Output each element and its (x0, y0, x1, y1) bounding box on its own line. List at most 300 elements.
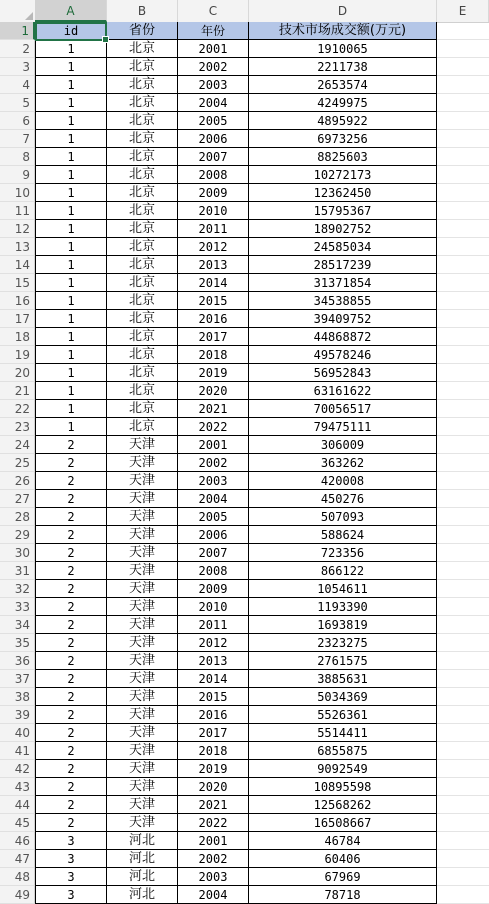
row-number[interactable]: 30 (0, 544, 35, 562)
cell-amount[interactable]: 866122 (249, 562, 437, 580)
cell-amount[interactable]: 24585034 (249, 238, 437, 256)
cell-id[interactable]: 1 (35, 40, 107, 58)
cell-amount[interactable]: 67969 (249, 868, 437, 886)
cell-empty[interactable] (437, 796, 489, 814)
cell-year[interactable]: 2006 (178, 526, 249, 544)
cell-amount[interactable]: 46784 (249, 832, 437, 850)
cell-id[interactable]: 1 (35, 112, 107, 130)
cell-empty[interactable] (437, 508, 489, 526)
cell-empty[interactable] (437, 184, 489, 202)
cell-province[interactable]: 北京 (107, 202, 178, 220)
cell-id[interactable]: 2 (35, 742, 107, 760)
cell-province[interactable]: 北京 (107, 40, 178, 58)
cell-empty[interactable] (437, 562, 489, 580)
cell-id[interactable]: 2 (35, 472, 107, 490)
cell-empty[interactable] (437, 670, 489, 688)
row-number[interactable]: 25 (0, 454, 35, 472)
cell-province[interactable]: 天津 (107, 688, 178, 706)
cell-year[interactable]: 2005 (178, 508, 249, 526)
cell-empty[interactable] (437, 886, 489, 904)
row-number[interactable]: 15 (0, 274, 35, 292)
cell-year[interactable]: 2020 (178, 778, 249, 796)
cell-year[interactable]: 2012 (178, 238, 249, 256)
cell-province[interactable]: 天津 (107, 454, 178, 472)
cell-province[interactable]: 天津 (107, 742, 178, 760)
cell-amount[interactable]: 9092549 (249, 760, 437, 778)
cell-province[interactable]: 河北 (107, 868, 178, 886)
cell-province[interactable]: 天津 (107, 562, 178, 580)
cell-year[interactable]: 2002 (178, 850, 249, 868)
cell-amount[interactable]: 5034369 (249, 688, 437, 706)
cell-id[interactable]: 2 (35, 454, 107, 472)
cell-id[interactable]: 3 (35, 886, 107, 904)
cell-empty[interactable] (437, 850, 489, 868)
cell-id[interactable]: 2 (35, 598, 107, 616)
cell-province[interactable]: 北京 (107, 130, 178, 148)
row-number[interactable]: 38 (0, 688, 35, 706)
cell-amount[interactable]: 49578246 (249, 346, 437, 364)
cell-id[interactable]: 1 (35, 130, 107, 148)
cell-id[interactable]: 2 (35, 508, 107, 526)
cell-year[interactable]: 2004 (178, 94, 249, 112)
cell-amount[interactable]: 56952843 (249, 364, 437, 382)
row-number[interactable]: 42 (0, 760, 35, 778)
cell-amount[interactable]: 10895598 (249, 778, 437, 796)
cell-year[interactable]: 2001 (178, 40, 249, 58)
cell-empty[interactable] (437, 310, 489, 328)
cell-empty[interactable] (437, 490, 489, 508)
cell-amount[interactable]: 60406 (249, 850, 437, 868)
cell-empty[interactable] (437, 256, 489, 274)
cell-amount[interactable]: 34538855 (249, 292, 437, 310)
cell-id[interactable]: 2 (35, 688, 107, 706)
cell-id[interactable]: 3 (35, 868, 107, 886)
cell-id[interactable]: 1 (35, 76, 107, 94)
cell-amount[interactable]: 2761575 (249, 652, 437, 670)
cell-id[interactable]: 1 (35, 184, 107, 202)
cell-province[interactable]: 北京 (107, 76, 178, 94)
cell-amount[interactable]: 6855875 (249, 742, 437, 760)
cell-id[interactable]: 3 (35, 850, 107, 868)
cell-year[interactable]: 2003 (178, 868, 249, 886)
cell-amount[interactable]: 588624 (249, 526, 437, 544)
cell-province[interactable]: 北京 (107, 256, 178, 274)
header-cell-id[interactable]: id (35, 22, 107, 40)
cell-empty[interactable] (437, 238, 489, 256)
cell-amount[interactable]: 12362450 (249, 184, 437, 202)
column-header-c[interactable]: C (178, 0, 249, 22)
cell-empty[interactable] (437, 202, 489, 220)
cell-province[interactable]: 天津 (107, 472, 178, 490)
row-number[interactable]: 6 (0, 112, 35, 130)
cell-empty[interactable] (437, 526, 489, 544)
cell-id[interactable]: 2 (35, 634, 107, 652)
cell-province[interactable]: 天津 (107, 598, 178, 616)
cell-amount[interactable]: 2211738 (249, 58, 437, 76)
row-number[interactable]: 49 (0, 886, 35, 904)
cell-id[interactable]: 1 (35, 148, 107, 166)
cell-province[interactable]: 河北 (107, 886, 178, 904)
cell-year[interactable]: 2018 (178, 346, 249, 364)
cell-id[interactable]: 2 (35, 814, 107, 832)
cell-year[interactable]: 2019 (178, 364, 249, 382)
row-number[interactable]: 11 (0, 202, 35, 220)
row-number[interactable]: 44 (0, 796, 35, 814)
cell-empty[interactable] (437, 148, 489, 166)
cell-id[interactable]: 1 (35, 202, 107, 220)
cell-id[interactable]: 1 (35, 346, 107, 364)
cell-id[interactable]: 1 (35, 274, 107, 292)
cell-amount[interactable]: 1054611 (249, 580, 437, 598)
row-number[interactable]: 31 (0, 562, 35, 580)
row-number[interactable]: 21 (0, 382, 35, 400)
cell-id[interactable]: 1 (35, 58, 107, 76)
row-number[interactable]: 9 (0, 166, 35, 184)
cell-empty[interactable] (437, 274, 489, 292)
cell-empty[interactable] (437, 400, 489, 418)
cell-year[interactable]: 2015 (178, 292, 249, 310)
cell-amount[interactable]: 78718 (249, 886, 437, 904)
cell-amount[interactable]: 4895922 (249, 112, 437, 130)
cell-province[interactable]: 北京 (107, 364, 178, 382)
row-number[interactable]: 34 (0, 616, 35, 634)
row-number[interactable]: 45 (0, 814, 35, 832)
cell-province[interactable]: 北京 (107, 400, 178, 418)
row-number[interactable]: 29 (0, 526, 35, 544)
cell-empty[interactable] (437, 130, 489, 148)
cell-province[interactable]: 北京 (107, 328, 178, 346)
cell-year[interactable]: 2006 (178, 130, 249, 148)
row-number[interactable]: 32 (0, 580, 35, 598)
cell-province[interactable]: 北京 (107, 238, 178, 256)
cell-province[interactable]: 天津 (107, 670, 178, 688)
cell-province[interactable]: 北京 (107, 148, 178, 166)
cell-id[interactable]: 1 (35, 400, 107, 418)
cell-province[interactable]: 天津 (107, 544, 178, 562)
cell-id[interactable]: 1 (35, 238, 107, 256)
cell-year[interactable]: 2016 (178, 310, 249, 328)
row-number[interactable]: 17 (0, 310, 35, 328)
cell-year[interactable]: 2011 (178, 220, 249, 238)
cell-province[interactable]: 天津 (107, 526, 178, 544)
cell-province[interactable]: 北京 (107, 58, 178, 76)
cell-amount[interactable]: 306009 (249, 436, 437, 454)
cell-empty[interactable] (437, 58, 489, 76)
cell-year[interactable]: 2016 (178, 706, 249, 724)
row-number[interactable]: 14 (0, 256, 35, 274)
cell-empty[interactable] (437, 760, 489, 778)
row-number[interactable]: 16 (0, 292, 35, 310)
cell-id[interactable]: 1 (35, 328, 107, 346)
cell-id[interactable]: 2 (35, 760, 107, 778)
cell-year[interactable]: 2004 (178, 490, 249, 508)
cell-amount[interactable]: 39409752 (249, 310, 437, 328)
row-number[interactable]: 28 (0, 508, 35, 526)
cell-year[interactable]: 2012 (178, 634, 249, 652)
cell-amount[interactable]: 507093 (249, 508, 437, 526)
row-number[interactable]: 8 (0, 148, 35, 166)
cell-id[interactable]: 1 (35, 292, 107, 310)
cell-province[interactable]: 天津 (107, 724, 178, 742)
row-number[interactable]: 19 (0, 346, 35, 364)
cell-id[interactable]: 2 (35, 616, 107, 634)
cell-empty[interactable] (437, 598, 489, 616)
cell-province[interactable]: 河北 (107, 850, 178, 868)
cell-province[interactable]: 天津 (107, 634, 178, 652)
row-number[interactable]: 36 (0, 652, 35, 670)
cell-amount[interactable]: 70056517 (249, 400, 437, 418)
cell-amount[interactable]: 2653574 (249, 76, 437, 94)
cell-empty[interactable] (437, 742, 489, 760)
cell-empty[interactable] (437, 418, 489, 436)
cell-id[interactable]: 1 (35, 166, 107, 184)
row-number[interactable]: 18 (0, 328, 35, 346)
cell-id[interactable]: 2 (35, 652, 107, 670)
row-number[interactable]: 23 (0, 418, 35, 436)
cell-amount[interactable]: 44868872 (249, 328, 437, 346)
row-number[interactable]: 26 (0, 472, 35, 490)
row-number[interactable]: 37 (0, 670, 35, 688)
row-number[interactable]: 2 (0, 40, 35, 58)
cell-empty[interactable] (437, 292, 489, 310)
row-number[interactable]: 33 (0, 598, 35, 616)
cell-id[interactable]: 1 (35, 364, 107, 382)
cell-province[interactable]: 北京 (107, 112, 178, 130)
cell-empty[interactable] (437, 688, 489, 706)
cell-year[interactable]: 2001 (178, 436, 249, 454)
cell-id[interactable]: 1 (35, 382, 107, 400)
cell-id[interactable]: 1 (35, 256, 107, 274)
cell-year[interactable]: 2009 (178, 184, 249, 202)
row-number[interactable]: 4 (0, 76, 35, 94)
cell-empty[interactable] (437, 868, 489, 886)
cell-id[interactable]: 2 (35, 580, 107, 598)
row-number[interactable]: 24 (0, 436, 35, 454)
cell-year[interactable]: 2008 (178, 562, 249, 580)
row-number[interactable]: 47 (0, 850, 35, 868)
cell-year[interactable]: 2022 (178, 418, 249, 436)
cell-empty[interactable] (437, 706, 489, 724)
cell-year[interactable]: 2005 (178, 112, 249, 130)
cell-province[interactable]: 天津 (107, 616, 178, 634)
cell-empty[interactable] (437, 616, 489, 634)
row-number[interactable]: 41 (0, 742, 35, 760)
row-number[interactable]: 3 (0, 58, 35, 76)
cell-year[interactable]: 2004 (178, 886, 249, 904)
cell-amount[interactable]: 1193390 (249, 598, 437, 616)
column-header-e[interactable]: E (437, 0, 489, 22)
row-number[interactable]: 1 (0, 22, 35, 40)
cell-province[interactable]: 天津 (107, 706, 178, 724)
cell-year[interactable]: 2003 (178, 472, 249, 490)
cell-year[interactable]: 2020 (178, 382, 249, 400)
cell-province[interactable]: 北京 (107, 292, 178, 310)
cell-id[interactable]: 2 (35, 706, 107, 724)
cell-year[interactable]: 2017 (178, 724, 249, 742)
cell-amount[interactable]: 363262 (249, 454, 437, 472)
cell-amount[interactable]: 15795367 (249, 202, 437, 220)
cell-amount[interactable]: 5526361 (249, 706, 437, 724)
cell-year[interactable]: 2015 (178, 688, 249, 706)
header-cell-province[interactable]: 省份 (107, 22, 178, 40)
cell-empty[interactable] (437, 220, 489, 238)
cell-province[interactable]: 天津 (107, 436, 178, 454)
cell-year[interactable]: 2022 (178, 814, 249, 832)
cell-empty[interactable] (437, 328, 489, 346)
cell-empty[interactable] (437, 652, 489, 670)
cell-province[interactable]: 北京 (107, 310, 178, 328)
cell-year[interactable]: 2002 (178, 58, 249, 76)
cell-id[interactable]: 2 (35, 526, 107, 544)
cell-amount[interactable]: 63161622 (249, 382, 437, 400)
cell-province[interactable]: 北京 (107, 94, 178, 112)
cell-province[interactable]: 河北 (107, 832, 178, 850)
cell-empty[interactable] (437, 454, 489, 472)
cell-province[interactable]: 北京 (107, 418, 178, 436)
column-header-d[interactable]: D (249, 0, 437, 22)
cell-province[interactable]: 天津 (107, 490, 178, 508)
row-number[interactable]: 39 (0, 706, 35, 724)
cell-province[interactable]: 北京 (107, 274, 178, 292)
cell-amount[interactable]: 2323275 (249, 634, 437, 652)
cell-id[interactable]: 2 (35, 544, 107, 562)
cell-empty[interactable] (437, 472, 489, 490)
cell-province[interactable]: 天津 (107, 814, 178, 832)
cell-year[interactable]: 2014 (178, 670, 249, 688)
cell-province[interactable]: 天津 (107, 796, 178, 814)
column-header-b[interactable]: B (107, 0, 178, 22)
cell-empty[interactable] (437, 364, 489, 382)
cell-year[interactable]: 2013 (178, 256, 249, 274)
cell-empty[interactable] (437, 580, 489, 598)
cell-year[interactable]: 2014 (178, 274, 249, 292)
cell-province[interactable]: 天津 (107, 652, 178, 670)
column-header-a[interactable]: A (35, 0, 107, 22)
cell-amount[interactable]: 723356 (249, 544, 437, 562)
cell-empty[interactable] (437, 346, 489, 364)
row-number[interactable]: 13 (0, 238, 35, 256)
cell-id[interactable]: 2 (35, 562, 107, 580)
cell-year[interactable]: 2002 (178, 454, 249, 472)
row-number[interactable]: 12 (0, 220, 35, 238)
row-number[interactable]: 10 (0, 184, 35, 202)
row-number[interactable]: 27 (0, 490, 35, 508)
cell-amount[interactable]: 3885631 (249, 670, 437, 688)
cell-id[interactable]: 1 (35, 220, 107, 238)
cell-amount[interactable]: 8825603 (249, 148, 437, 166)
cell-amount[interactable]: 1910065 (249, 40, 437, 58)
cell-id[interactable]: 2 (35, 670, 107, 688)
cell-empty[interactable] (437, 544, 489, 562)
row-number[interactable]: 48 (0, 868, 35, 886)
cell-amount[interactable]: 450276 (249, 490, 437, 508)
cell-province[interactable]: 北京 (107, 346, 178, 364)
cell-year[interactable]: 2008 (178, 166, 249, 184)
cell-year[interactable]: 2010 (178, 598, 249, 616)
cell-year[interactable]: 2021 (178, 400, 249, 418)
cell-id[interactable]: 1 (35, 418, 107, 436)
cell-province[interactable]: 天津 (107, 580, 178, 598)
row-number[interactable]: 40 (0, 724, 35, 742)
cell-year[interactable]: 2013 (178, 652, 249, 670)
cell-empty[interactable] (437, 166, 489, 184)
cell-empty[interactable] (437, 76, 489, 94)
cell-amount[interactable]: 10272173 (249, 166, 437, 184)
row-number[interactable]: 20 (0, 364, 35, 382)
cell-amount[interactable]: 18902752 (249, 220, 437, 238)
cell-province[interactable]: 北京 (107, 184, 178, 202)
cell-year[interactable]: 2019 (178, 760, 249, 778)
cell-empty[interactable] (437, 814, 489, 832)
cell-year[interactable]: 2003 (178, 76, 249, 94)
cell-province[interactable]: 北京 (107, 382, 178, 400)
cell-empty[interactable] (437, 94, 489, 112)
cell-year[interactable]: 2018 (178, 742, 249, 760)
cell-province[interactable]: 天津 (107, 508, 178, 526)
cell-amount[interactable]: 12568262 (249, 796, 437, 814)
cell-year[interactable]: 2010 (178, 202, 249, 220)
cell-empty[interactable] (437, 724, 489, 742)
cell-id[interactable]: 2 (35, 724, 107, 742)
cell-amount[interactable]: 4249975 (249, 94, 437, 112)
cell-year[interactable]: 2007 (178, 148, 249, 166)
cell-empty[interactable] (437, 436, 489, 454)
header-cell-year[interactable]: 年份 (178, 22, 249, 40)
cell-empty[interactable] (437, 778, 489, 796)
cell-id[interactable]: 2 (35, 490, 107, 508)
cell-amount[interactable]: 16508667 (249, 814, 437, 832)
cell-id[interactable]: 2 (35, 778, 107, 796)
cell-amount[interactable]: 420008 (249, 472, 437, 490)
cell-amount[interactable]: 6973256 (249, 130, 437, 148)
cell-year[interactable]: 2009 (178, 580, 249, 598)
cell-id[interactable]: 3 (35, 832, 107, 850)
cell-amount[interactable]: 5514411 (249, 724, 437, 742)
row-number[interactable]: 7 (0, 130, 35, 148)
cell-amount[interactable]: 79475111 (249, 418, 437, 436)
cell-year[interactable]: 2001 (178, 832, 249, 850)
cell-empty[interactable] (437, 40, 489, 58)
row-number[interactable]: 5 (0, 94, 35, 112)
cell-year[interactable]: 2017 (178, 328, 249, 346)
cell-amount[interactable]: 28517239 (249, 256, 437, 274)
cell-empty[interactable] (437, 382, 489, 400)
cell-id[interactable]: 1 (35, 94, 107, 112)
cell-empty[interactable] (437, 634, 489, 652)
row-number[interactable]: 46 (0, 832, 35, 850)
cell-id[interactable]: 1 (35, 310, 107, 328)
cell-amount[interactable]: 1693819 (249, 616, 437, 634)
row-number[interactable]: 43 (0, 778, 35, 796)
cell-empty[interactable] (437, 112, 489, 130)
cell-year[interactable]: 2011 (178, 616, 249, 634)
cell-id[interactable]: 2 (35, 796, 107, 814)
cell-empty[interactable] (437, 832, 489, 850)
cell-year[interactable]: 2007 (178, 544, 249, 562)
cell-amount[interactable]: 31371854 (249, 274, 437, 292)
row-number[interactable]: 35 (0, 634, 35, 652)
cell-province[interactable]: 天津 (107, 760, 178, 778)
cell-province[interactable]: 北京 (107, 166, 178, 184)
cell-empty[interactable] (437, 22, 489, 40)
select-all-corner[interactable] (0, 0, 36, 22)
cell-province[interactable]: 天津 (107, 778, 178, 796)
cell-id[interactable]: 2 (35, 436, 107, 454)
row-number[interactable]: 22 (0, 400, 35, 418)
cell-province[interactable]: 北京 (107, 220, 178, 238)
cell-year[interactable]: 2021 (178, 796, 249, 814)
header-cell-amount[interactable]: 技术市场成交额(万元) (249, 22, 437, 40)
